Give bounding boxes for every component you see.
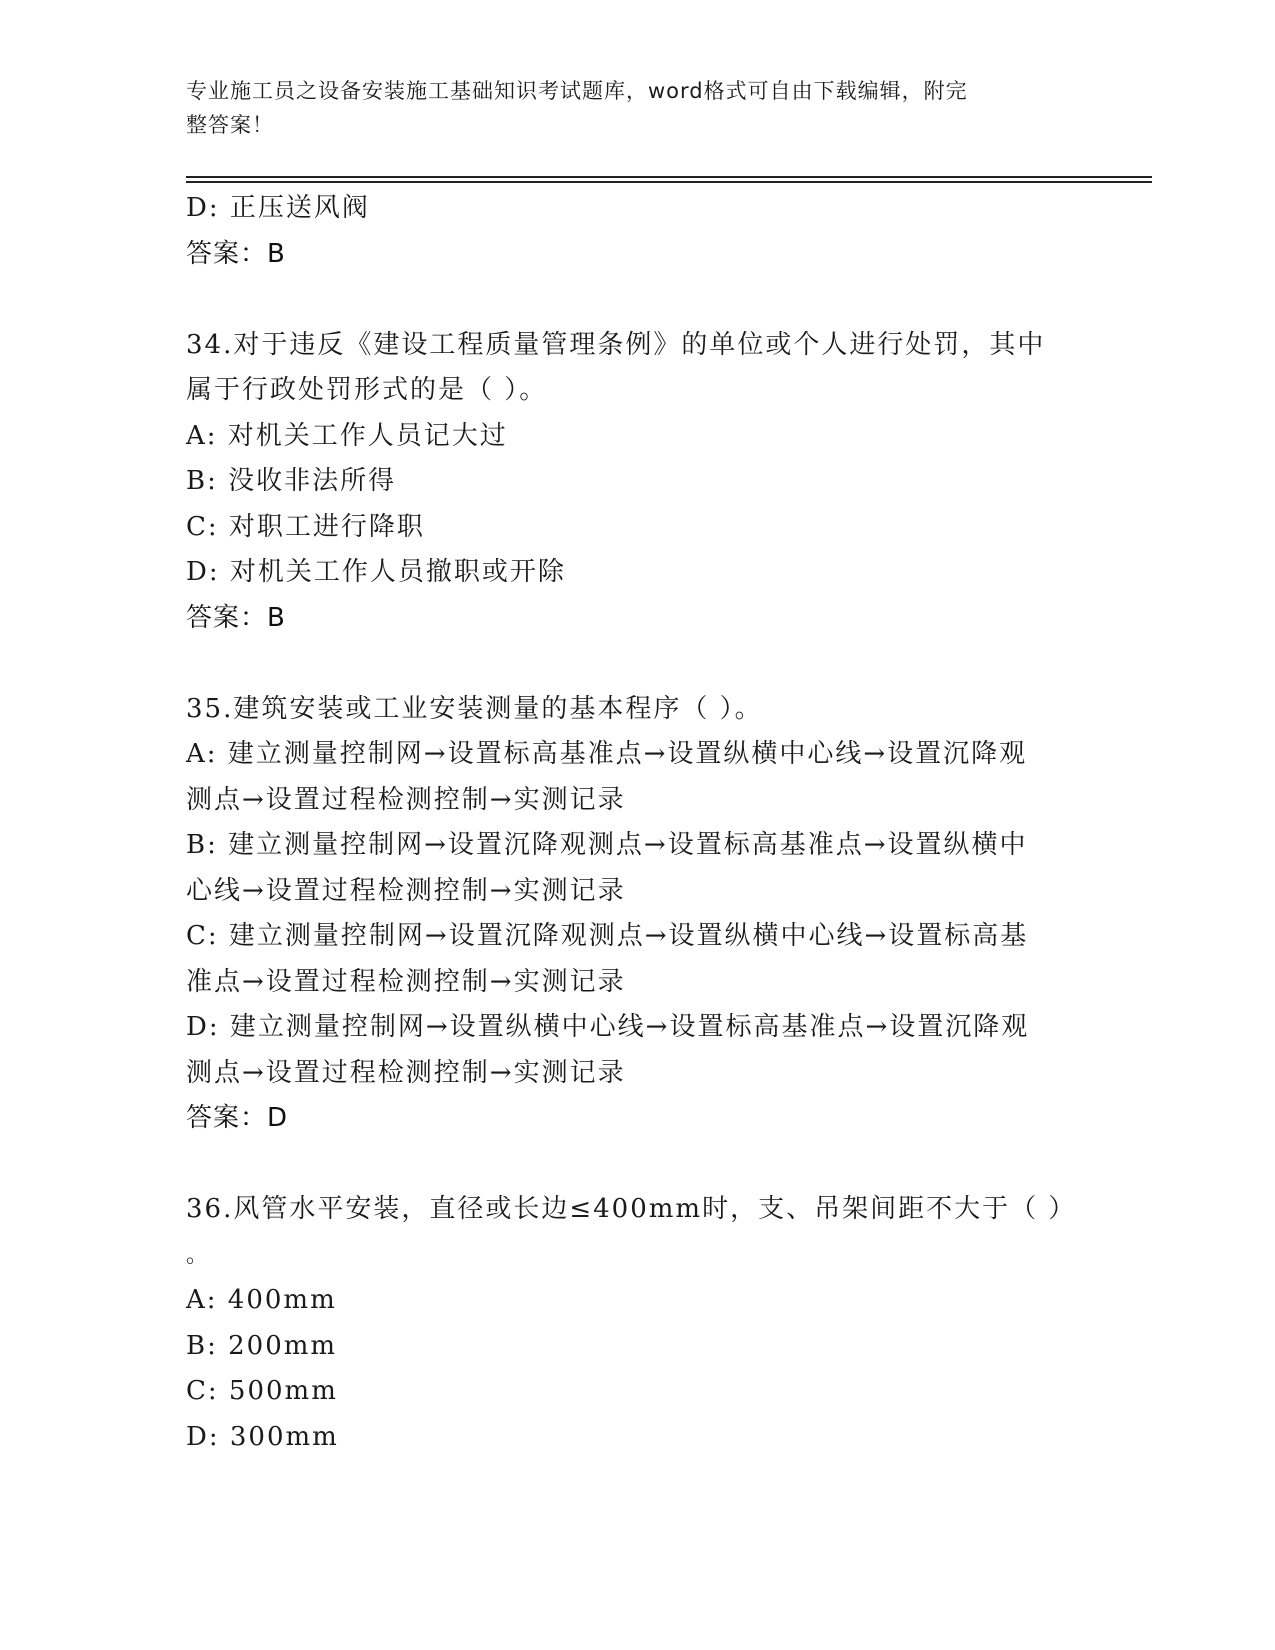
question-35-option-b-line-1: B: 建立测量控制网→设置沉降观测点→设置标高基准点→设置纵横中 [186,830,1028,860]
question-36 [186,1187,1086,1460]
previous-option-d: D: 正压送风阀 [186,193,370,223]
question-content [186,186,1086,1460]
question-36-stem-line-2: 。 [186,1242,209,1268]
question-34-option-c: C: 对职工进行降职 [186,511,425,542]
question-35-answer: 答案：D [186,1103,289,1133]
question-36-option-d: D: 300mm [186,1421,339,1452]
previous-answer: 答案：B [186,238,286,269]
question-34-answer: 答案：B [186,602,286,633]
question-35-option-a-line-1: A: 建立测量控制网→设置标高基准点→设置纵横中心线→设置沉降观 [186,739,1028,769]
spacer [186,641,1086,687]
header-title-line-1: 专业施工员之设备安装施工基础知识考试题库，word格式可自由下载编辑，附完 [186,79,968,103]
page-header [186,74,1066,142]
question-34-option-a: A: 对机关工作人员记大过 [186,420,508,451]
question-35-option-c-line-1: C: 建立测量控制网→设置沉降观测点→设置纵横中心线→设置标高基 [186,921,1029,951]
question-34-stem-line-2: 属于行政处罚形式的是（ ）。 [186,375,548,405]
question-34-option-b: B: 没收非法所得 [186,466,397,496]
question-34-stem-line-1: 34.对于违反《建设工程质量管理条例》的单位或个人进行处罚，其中 [186,329,1046,360]
question-34 [186,323,1086,642]
question-35-option-b-line-2: 心线→设置过程检测控制→实测记录 [186,875,626,906]
header-divider-bottom [186,181,1152,183]
spacer [186,277,1086,323]
header-title-line-2: 整答案！ [186,113,274,137]
question-34-option-d: D: 对机关工作人员撤职或开除 [186,557,566,587]
header-divider-top [186,176,1152,178]
question-35-option-c-line-2: 准点→设置过程检测控制→实测记录 [186,966,626,997]
question-36-option-b: B: 200mm [186,1330,338,1361]
question-35-option-d-line-1: D: 建立测量控制网→设置纵横中心线→设置标高基准点→设置沉降观 [186,1012,1030,1042]
question-35-option-d-line-2: 测点→设置过程检测控制→实测记录 [186,1057,626,1088]
question-36-option-a: A: 400mm [186,1285,337,1315]
question-35 [186,687,1086,1142]
question-35-option-a-line-2: 测点→设置过程检测控制→实测记录 [186,784,626,815]
question-36-stem-line-1: 36.风管水平安装，直径或长边≤400mm时，支、吊架间距不大于（ ） [186,1194,1077,1224]
question-36-option-c: C: 500mm [186,1376,338,1406]
question-35-stem: 35.建筑安装或工业安装测量的基本程序（ ）。 [186,693,763,724]
spacer [186,1142,1086,1188]
